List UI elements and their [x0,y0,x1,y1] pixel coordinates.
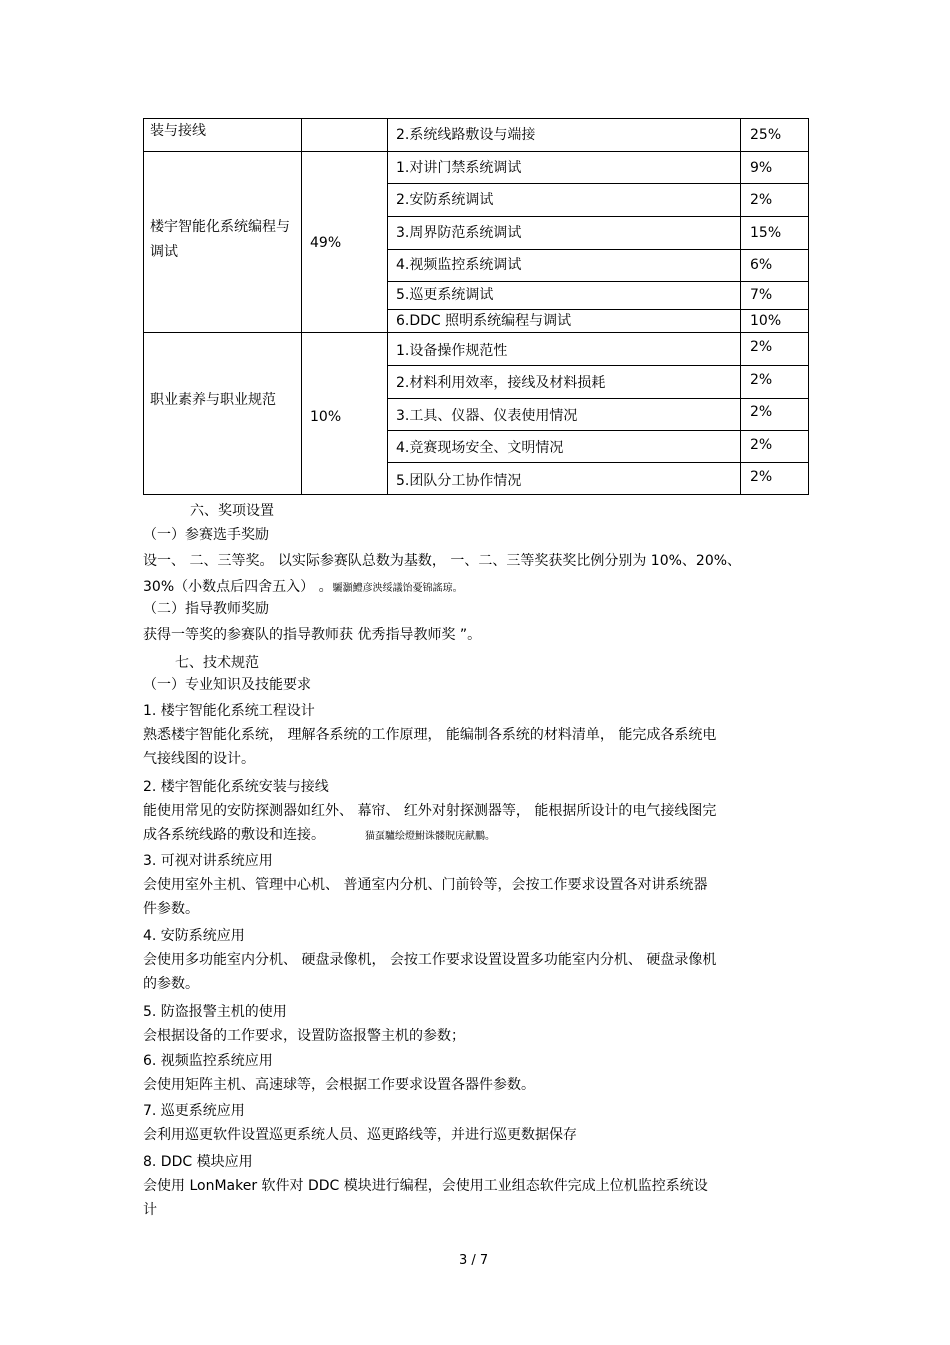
table-item: 2.系统线路敷设与端接 [396,127,536,143]
paragraph [143,824,495,844]
item-heading: 2. 楼宇智能化系统安装与接线 [143,779,329,795]
paragraph: 的参数。 [143,976,199,992]
table-border [143,494,809,495]
table-score: 25% [750,127,782,143]
paragraph: 会使用矩阵主机、高速球等，会根据工作要求设置各器件参数。 [143,1077,535,1093]
table-score: 2% [750,192,773,208]
table-border [387,462,809,463]
table-border [387,183,809,184]
paragraph: 会利用巡更软件设置巡更系统人员、巡更路线等，并进行巡更数据保存 [143,1127,577,1143]
table-item: 1.设备操作规范性 [396,343,508,359]
garbled-text: 驪灝鱧彦泱绥議饴憂锦謠琼。 [332,583,463,594]
section-heading: 七、技术规范 [175,655,259,671]
paragraph: 获得一等奖的参赛队的指导教师获 优秀指导教师奖 ”。 [143,627,482,643]
table-item: 2.材料利用效率，接线及材料损耗 [396,375,606,391]
item-heading: 5. 防盗报警主机的使用 [143,1004,287,1020]
table-weight: 10% [310,409,342,425]
table-border [387,309,809,310]
table-border [143,118,809,119]
paragraph: 件参数。 [143,901,199,917]
paragraph: 会根据设备的工作要求，设置防盗报警主机的参数； [143,1028,465,1044]
table-item: 4.视频监控系统调试 [396,257,522,273]
table-category: 装与接线 [150,123,206,139]
table-item: 4.竞赛现场安全、文明情况 [396,440,564,456]
table-item: 5.团队分工协作情况 [396,473,522,489]
item-heading: 1. 楼宇智能化系统工程设计 [143,703,315,719]
table-border [143,151,809,152]
item-heading: 3. 可视对讲系统应用 [143,853,273,869]
item-heading: 7. 巡更系统应用 [143,1103,245,1119]
paragraph: 计 [143,1202,157,1218]
table-category: 楼宇智能化系统编程与调试 [150,219,290,260]
table-item: 5.巡更系统调试 [396,287,494,303]
subsection-heading: （二）指导教师奖励 [143,601,269,617]
table-border [143,118,144,495]
table-border [387,430,809,431]
table-score: 10% [750,313,782,329]
paragraph: 气接线图的设计。 [143,751,255,767]
table-border [387,398,809,399]
table-score: 7% [750,287,773,303]
table-border [387,281,809,282]
table-score: 15% [750,225,782,241]
paragraph-text: 成各系统线路的敷设和连接。 [143,827,325,843]
table-score: 9% [750,160,773,176]
table-item: 6.DDC 照明系统编程与调试 [396,313,572,329]
table-item: 1.对讲门禁系统调试 [396,160,522,176]
table-border [387,249,809,250]
item-heading: 4. 安防系统应用 [143,928,245,944]
paragraph [143,576,463,596]
item-heading: 8. DDC 模块应用 [143,1154,253,1170]
table-weight: 49% [310,235,342,251]
table-border [808,118,809,495]
table-score: 2% [750,372,773,388]
item-heading: 6. 视频监控系统应用 [143,1053,273,1069]
table-item: 2.安防系统调试 [396,192,494,208]
table-score: 2% [750,469,773,485]
paragraph: 会使用 LonMaker 软件对 DDC 模块进行编程，会使用工业组态软件完成上位机监控系统设 [143,1178,708,1194]
table-item: 3.工具、仪器、仪表使用情况 [396,408,578,424]
paragraph: 能使用常见的安防探测器如红外、 幕帘、 红外对射探测器等， 能根据所设计的电气接线图完 [143,803,717,819]
paragraph: 设一、 二、三等奖。 以实际参赛队总数为基数， 一、二、三等奖获奖比例分别为 10%、20%、 [143,553,742,569]
table-score: 2% [750,339,773,355]
table-item: 3.周界防范系统调试 [396,225,522,241]
table-category: 职业素养与职业规范 [150,392,276,408]
subsection-heading: （一）参赛选手奖励 [143,527,269,543]
garbled-text: 猫虿驢绘燈鮒诛髅貺庑献鵬。 [365,831,495,842]
table-border [387,216,809,217]
table-score: 2% [750,404,773,420]
table-border [387,365,809,366]
table-border [301,118,302,495]
table-border [740,118,741,495]
table-score: 6% [750,257,773,273]
table-border [143,332,809,333]
paragraph: 熟悉楼宇智能化系统， 理解各系统的工作原理， 能编制各系统的材料清单， 能完成各系统电 [143,727,717,743]
paragraph: 会使用多功能室内分机、 硬盘录像机， 会按工作要求设置设置多功能室内分机、 硬盘录像机 [143,952,717,968]
table-score: 2% [750,437,773,453]
paragraph: 会使用室外主机、管理中心机、 普通室内分机、门前铃等，会按工作要求设置各对讲系统器 [143,877,708,893]
page-number: 3 / 7 [459,1253,489,1268]
paragraph-text: 30%（小数点后四舍五入） 。 [143,579,333,595]
section-heading: 六、奖项设置 [190,503,274,519]
table-border [387,118,388,495]
subsection-heading: （一）专业知识及技能要求 [143,677,311,693]
